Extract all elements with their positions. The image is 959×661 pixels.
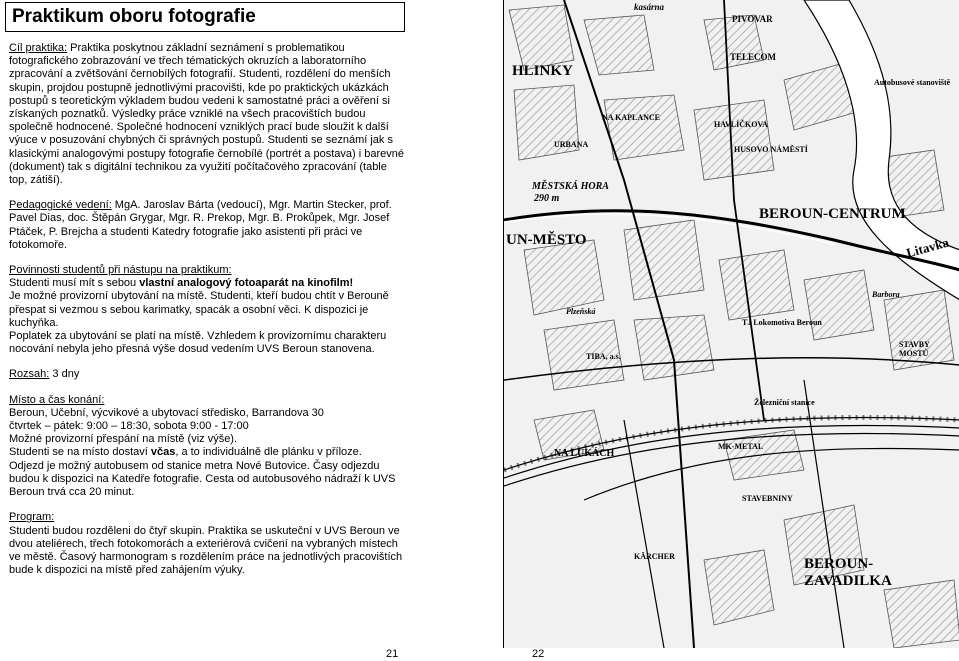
map-label-mestska-hora: MĚSTSKÁ HORA [532, 181, 609, 192]
map-label-autobusove: Autobusové stanoviště [874, 78, 951, 87]
duration-text: 3 dny [49, 368, 80, 381]
place-line-4-text: Studenti se na místo dostaví [9, 446, 151, 459]
place-line-1: Beroun, Učební, výcvikové a ubytovací středisko, Barrandova 30 [9, 406, 324, 419]
staff-text: MgA. Jaroslav Bárta (vedoucí), Mgr. Martin Stecker, prof. Pavel Dias, doc. Štěpán Grygar, Mgr. R. Prekop, Mgr. B. Prokůpek, Mgr. Josef Ptáček, P. Brejcha a studenti Katedry fotografie jako asistenti při práci ve fotokomoře. [9, 199, 392, 251]
map-label-na-lukach: NA LUKÁCH [554, 448, 615, 459]
duties-line-1-bold: vlastní analogový fotoaparát na kinofilm! [139, 277, 354, 290]
goal-text: Praktika poskytnou základní seznámení s problematikou fotografického zobrazování ve třech tématických okruzích a laboratorního zpracování a zvětšování černobílých fotografií. Studenti, rozdělení do menších skupin, projdou postupně jednotlivými pracovišti, kde po praktických ukázkách postupů s teoretickým výkladem budou vedeni k samostatné práci a ověření si získaných poznatků. Výsledky práce vzniklé na všech pracovištích budou společně hodnocené. Společné hodnocení vzniklých prací bude sloužit k další výuce v posuzování chybných či správných postupů. Studenti se seznámí jak s klasickými analogovými postupy fotografie černobílé (portrét a postava) i barevné (dokument) tak s digitální technikou za využití počítačového zpracování (table top, zátiší). [9, 42, 404, 187]
staff-section [9, 199, 404, 252]
map-label-tiba: TIBA, a.s. [586, 352, 621, 361]
map-label-zeleznicni: Železniční stanice [754, 398, 815, 407]
map-label-litavka: Litavka [904, 234, 951, 261]
duties-section [9, 264, 404, 356]
place-section [9, 394, 404, 500]
page-number-left: 21 [386, 648, 399, 660]
map-label-barbora: Barbora [872, 290, 900, 299]
goal-label: Cíl praktika: [9, 42, 68, 54]
duties-line-2: Je možné provizorní ubytování na místě. Studenti, kteří budou chtít v Berouně přespat si vezmou s sebou karimatky, spacák a osobní věci. K dispozici je kuchyňka. [9, 290, 389, 329]
map-label-husovo: HUSOVO NÁMĚSTÍ [734, 145, 808, 154]
map-label-karcher: KÄRCHER [634, 552, 675, 561]
map-label-zavadilka: BEROUN-ZAVADILKA [804, 556, 892, 589]
map-label-pivovar: PIVOVAR [732, 14, 773, 24]
duties-label: Povinnosti studentů při nástupu na praktikum: [9, 264, 232, 277]
program-section [9, 511, 404, 577]
map-label-na-kaplance: NA KAPLANCE [602, 113, 661, 122]
map-label-stavebniny: STAVEBNINY [742, 494, 793, 503]
place-line-2: čtvrtek – pátek: 9:00 – 18:30, sobota 9:00 - 17:00 [9, 420, 249, 433]
river-litavka [804, 0, 959, 300]
building-blocks [509, 5, 959, 648]
duties-line-1-text: Studenti musí mít s sebou [9, 277, 140, 290]
map-label-stavby-mostu: STAVBY MOSTŮ [899, 340, 930, 358]
map-label-telecom: TELECOM [730, 52, 777, 62]
program-label: Program: [9, 511, 55, 524]
place-label: Místo a čas konání: [9, 393, 105, 406]
place-line-4 [9, 446, 404, 459]
map-drawing [504, 0, 959, 648]
map-label-elevation: 290 m [534, 193, 560, 204]
goal-section [9, 42, 404, 187]
map-label-kasarna: kasárna [634, 2, 665, 12]
map-label-centrum: BEROUN-CENTRUM [759, 206, 906, 222]
map-label-mesto: UN-MĚSTO [506, 232, 587, 248]
staff-label: Pedagogické vedení: [9, 199, 112, 212]
page-number-right: 22 [532, 648, 545, 660]
place-line-3: Možné provizorní přespání na místě (viz výše). [9, 433, 238, 446]
duties-line-1 [9, 277, 404, 290]
map-label-hlinky: HLINKY [512, 63, 573, 79]
program-text: Studenti budou rozděleni do čtyř skupin. Praktika se uskuteční v UVS Beroun ve dvou ateliérech, třech fotokomorách a exteriérová cvičení na vybraných místech ve městě. Časový harmonogram s rozdělením práce na jednotlivých pracovištích bude k dispozici na místě před zahájením výuky. [9, 524, 403, 577]
page-title: Praktikum oboru fotografie [5, 2, 405, 32]
place-line-4-end: , a to individuálně dle plánku v příloze. [175, 446, 362, 459]
duration-label: Rozsah: [9, 368, 50, 381]
duration-section [9, 368, 404, 381]
map-label-mk-metal: MK-METAL [718, 442, 764, 451]
map-label-urbana: URBANA [554, 140, 589, 149]
document-body [9, 42, 404, 589]
map-label-plzenska: Plzeňská [566, 307, 596, 316]
city-map [503, 0, 959, 648]
map-label-havlickova: HAVLÍČKOVA [714, 120, 768, 129]
place-line-4-bold: včas [150, 446, 176, 459]
map-label-lokomotiva: TJ Lokomotiva Beroun [742, 318, 822, 327]
duties-line-3: Poplatek za ubytování se platí na místě. Vzhledem k provizornímu charakteru nocování nebyla jeho přesná výše dosud vedením UVS Beroun stanovena. [9, 330, 387, 356]
place-line-5: Odjezd je možný autobusem od stanice metra Nové Butovice. Časy odjezdu budou k dispozici na Katedře fotografie. Cesta od autobusového nádraží k UVS Beroun trvá cca 20 minut. [9, 459, 396, 499]
